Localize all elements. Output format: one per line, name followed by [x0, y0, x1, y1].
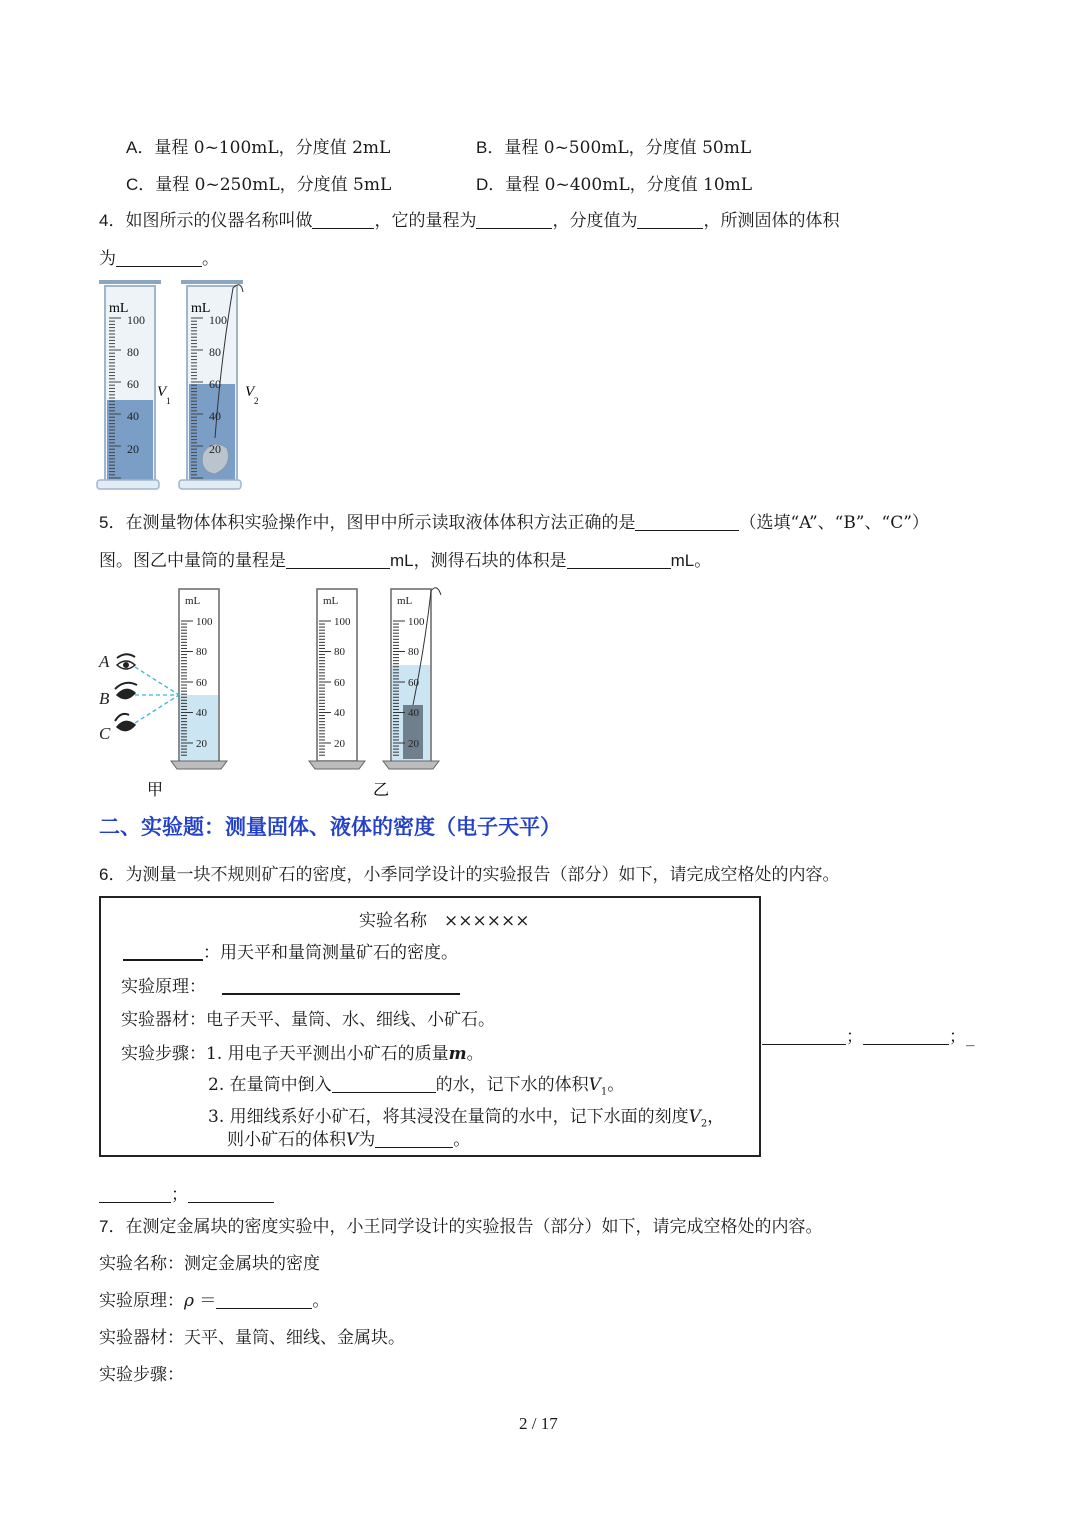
v2-label: V — [245, 384, 255, 400]
eye-icon — [115, 714, 135, 731]
report-text: 实验原理： — [121, 977, 206, 997]
answer-blank[interactable] — [216, 1291, 312, 1309]
experiment-report-box — [99, 896, 761, 1157]
question-6-answer-line — [762, 1022, 975, 1047]
tick-label: 80 — [196, 646, 207, 658]
unit-label: mL — [191, 301, 211, 316]
eye-icon — [117, 654, 135, 669]
answer-blank[interactable] — [567, 551, 671, 569]
report-equipment: 实验器材：电子天平、量筒、水、细线、小矿石。 — [121, 1010, 495, 1030]
option-c — [126, 170, 391, 195]
tick-label: 20 — [127, 442, 139, 456]
question-5-text: 在测量物体体积实验操作中，图甲中所示读取液体体积方法正确的是 — [125, 513, 636, 533]
option-b-label: B． — [476, 138, 505, 157]
answer-blank[interactable] — [312, 211, 374, 229]
caption-jia: 甲 — [147, 782, 164, 799]
report-purpose — [123, 938, 458, 963]
unit-label: mL — [109, 301, 129, 316]
question-4-text: 如图所示的仪器名称叫做 — [125, 211, 313, 231]
answer-blank[interactable] — [188, 1185, 274, 1203]
eye-label-c: C — [99, 724, 111, 743]
report-text: 为 — [358, 1130, 376, 1150]
tick-label: 80 — [127, 345, 139, 359]
tick-label: 40 — [209, 409, 221, 423]
page-number: 2 / 17 — [519, 1414, 558, 1433]
report-text: ：用天平和量筒测量矿石的密度。 — [203, 943, 458, 963]
section-heading: 二、实验题：测量固体、液体的密度（电子天平） — [99, 814, 561, 839]
report-variable: V — [346, 1130, 359, 1150]
question-5-text: mL。 — [670, 551, 712, 570]
v1-subscript: 1 — [166, 396, 171, 406]
tick-label: 100 — [127, 313, 145, 327]
report-text: 2. 在量筒中倒入 — [208, 1075, 332, 1095]
answer-blank[interactable] — [637, 211, 703, 229]
tick-label: 40 — [334, 707, 345, 719]
reading-figure — [95, 585, 455, 800]
question-7-text: 在测定金属块的密度实验中，小王同学设计的实验报告（部分）如下，请完成空格处的内容。 — [125, 1217, 823, 1237]
tick-label: 100 — [196, 616, 213, 628]
option-a-label: A． — [126, 138, 155, 157]
sight-lines — [135, 667, 179, 723]
separator: _ — [966, 1027, 975, 1047]
report-subscript: 2 — [700, 1118, 708, 1130]
tick-label: 100 — [408, 616, 425, 628]
question-4-text: 为 — [99, 249, 116, 269]
report-step-4 — [227, 1125, 470, 1150]
report-title: 实验名称 ×××××× — [359, 911, 530, 931]
question-5-number: 5． — [99, 513, 126, 532]
tick-label: 20 — [196, 738, 207, 750]
v1-label: V — [157, 384, 167, 400]
report-text: 1. 用电子天平测出小矿石的质量 — [206, 1044, 449, 1064]
rho-symbol: ρ — [184, 1291, 194, 1311]
option-c-label: C． — [126, 175, 156, 194]
report-step-1 — [121, 1039, 484, 1064]
question-7-principle — [99, 1286, 329, 1311]
answer-blank[interactable] — [476, 211, 552, 229]
question-4-line2 — [99, 244, 219, 269]
answer-blank[interactable] — [123, 942, 203, 961]
option-b — [476, 133, 751, 158]
question-5-text: 图。图乙中量筒的量程是 — [99, 551, 286, 571]
option-a-text: 量程 0~100mL，分度值 2mL — [154, 138, 391, 158]
report-text: 。 — [453, 1130, 471, 1150]
report-text: 实验步骤： — [121, 1044, 206, 1064]
tick-label: 60 — [334, 677, 345, 689]
report-text: 则小矿石的体积 — [227, 1130, 346, 1150]
answer-blank[interactable] — [332, 1075, 436, 1093]
tick-label: 60 — [196, 677, 207, 689]
question-7-intro — [99, 1212, 822, 1237]
report-text: 的水，记下水的体积 — [435, 1075, 589, 1095]
answer-blank[interactable] — [222, 976, 460, 995]
tick-label: 100 — [209, 313, 227, 327]
tick-label: 60 — [209, 377, 221, 391]
option-d-label: D． — [476, 175, 506, 194]
question-6-text: 为测量一块不规则矿石的密度，小季同学设计的实验报告（部分）如下，请完成空格处的内容。 — [125, 865, 840, 885]
report-text: ， — [707, 1107, 725, 1127]
v2-subscript: 2 — [254, 396, 259, 406]
question-4-text: 。 — [202, 249, 219, 269]
report-variable: V — [588, 1075, 601, 1095]
question-5-text: （选填“A”、“B”、“C”） — [739, 513, 929, 533]
report-variable: m — [448, 1044, 467, 1064]
tick-label: 20 — [408, 738, 419, 750]
unit-label: mL — [185, 595, 201, 607]
unit-label: mL — [323, 595, 339, 607]
question-7-number: 7． — [99, 1217, 126, 1236]
question-4-text: ，所测固体的体积 — [703, 211, 840, 231]
tick-label: 60 — [408, 677, 419, 689]
option-c-text: 量程 0~250mL，分度值 5mL — [155, 175, 392, 195]
answer-blank[interactable] — [635, 513, 739, 531]
answer-blank[interactable] — [99, 1185, 171, 1203]
answer-blank[interactable] — [762, 1027, 846, 1045]
report-text: 3. 用细线系好小矿石，将其浸没在量筒的水中，记下水面的刻度 — [208, 1107, 689, 1127]
tick-label: 20 — [209, 442, 221, 456]
caption-yi: 乙 — [373, 782, 390, 799]
tick-label: 80 — [209, 345, 221, 359]
option-b-text: 量程 0~500mL，分度值 50mL — [504, 138, 752, 158]
question-7-equipment: 实验器材：天平、量筒、细线、金属块。 — [99, 1328, 405, 1348]
eye-label-a: A — [99, 652, 110, 671]
question-4-text: ，它的量程为 — [374, 211, 477, 231]
unit-label: mL — [397, 595, 413, 607]
report-text: 。 — [466, 1044, 484, 1064]
question-7-text: 。 — [312, 1291, 330, 1311]
question-5-line1 — [99, 508, 929, 533]
option-a — [126, 133, 390, 158]
separator: ； — [171, 1185, 188, 1205]
answer-blank[interactable] — [286, 551, 390, 569]
option-d-text: 量程 0~400mL，分度值 10mL — [505, 175, 753, 195]
separator: ； — [846, 1027, 863, 1047]
eye-label-b: B — [99, 689, 110, 708]
report-step-2 — [208, 1070, 624, 1097]
question-7-steps: 实验步骤： — [99, 1365, 184, 1385]
question-7-text: 实验原理： — [99, 1291, 184, 1311]
question-6-number: 6． — [99, 865, 126, 884]
tick-label: 20 — [334, 738, 345, 750]
tick-label: 40 — [408, 707, 419, 719]
graduated-cylinders-figure — [95, 278, 270, 493]
answer-blank[interactable] — [863, 1027, 949, 1045]
tick-label: 40 — [127, 409, 139, 423]
question-5-line2 — [99, 546, 711, 571]
tick-label: 100 — [334, 616, 351, 628]
separator: ； — [949, 1027, 966, 1047]
question-5-text: mL，测得石块的体积是 — [390, 551, 567, 570]
option-d — [476, 170, 752, 195]
report-principle — [121, 972, 460, 997]
tick-label: 60 — [127, 377, 139, 391]
tick-label: 80 — [408, 646, 419, 658]
eye-icon — [115, 683, 137, 699]
question-7-name: 实验名称：测定金属块的密度 — [99, 1254, 320, 1274]
question-6-intro — [99, 860, 839, 885]
question-7-text: ＝ — [194, 1291, 217, 1311]
question-6-answer-line-2 — [99, 1180, 274, 1205]
question-4-number: 4． — [99, 211, 126, 230]
answer-blank[interactable] — [116, 249, 202, 267]
tick-label: 40 — [196, 707, 207, 719]
answer-blank[interactable] — [375, 1130, 453, 1148]
question-4-text: ，分度值为 — [552, 211, 638, 231]
question-4-line1 — [99, 206, 839, 231]
tick-label: 80 — [334, 646, 345, 658]
report-text: 。 — [607, 1075, 625, 1095]
report-variable: V — [688, 1107, 701, 1127]
report-subscript: 1 — [600, 1086, 608, 1098]
